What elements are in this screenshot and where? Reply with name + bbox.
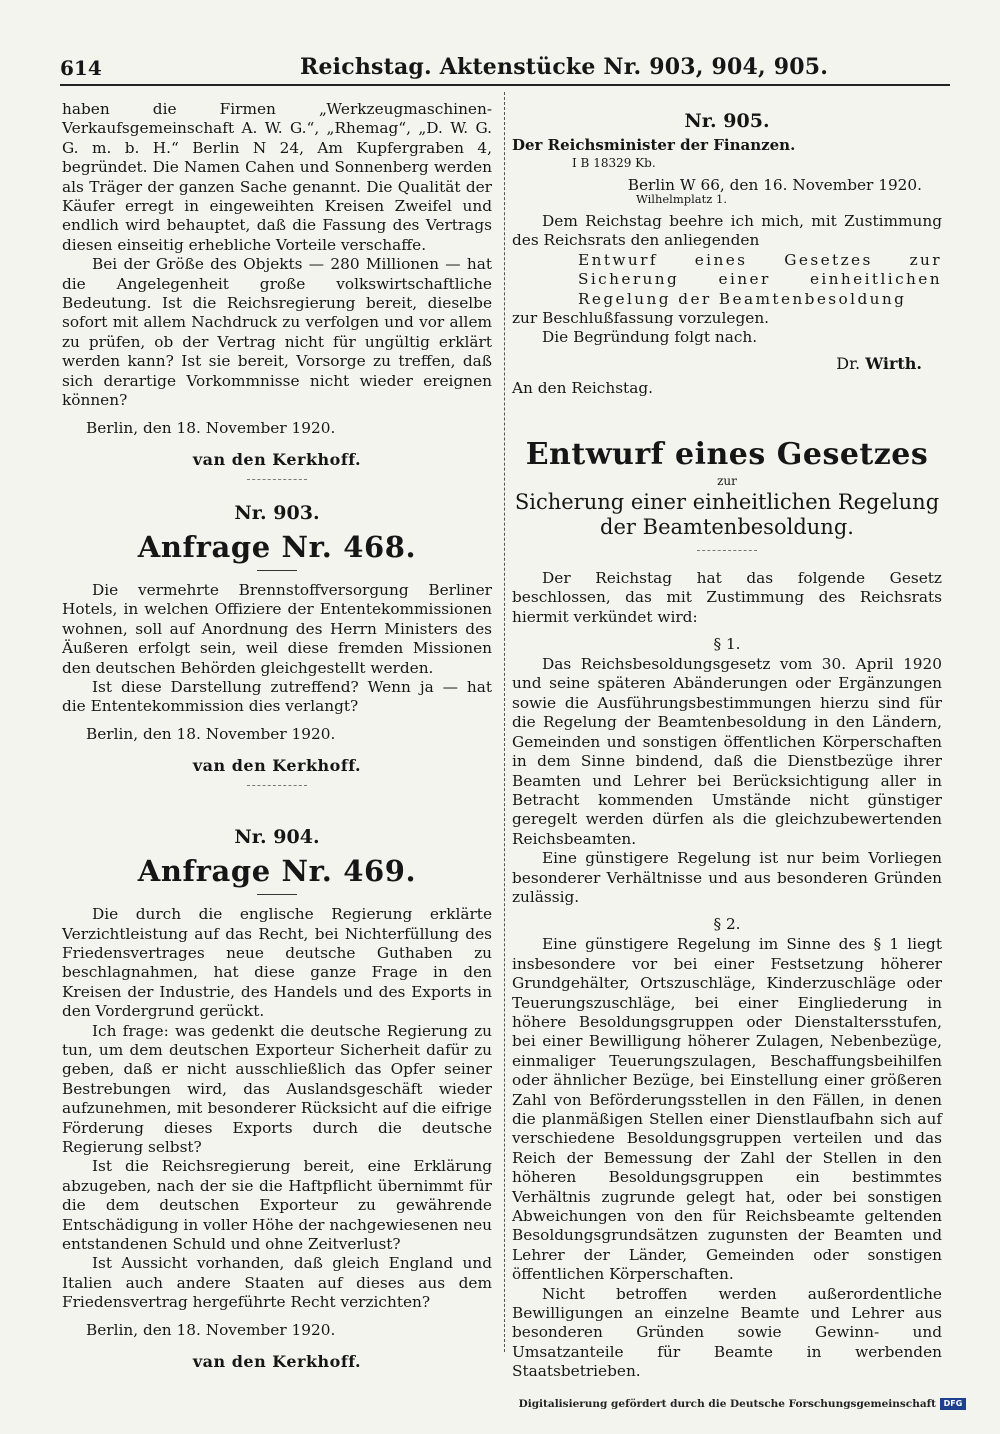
doc-904-paragraph: Ich frage: was gedenkt die deutsche Regierung zu tun, um dem deutschen Exporteur Sicherheit dafür zu geben, daß er nicht ausschließlich das Opfer seiner Bestrebungen wird, das Auslandsgeschäft wieder aufzunehmen, mit besonderer Rücksicht auf die eifrige Förderung dieses Exports durch die deutsche Regierung selbst? xyxy=(62,1021,492,1157)
signer-name: Wirth. xyxy=(865,353,922,373)
doc-903-paragraph: Die vermehrte Brennstoffversorgung Berliner Hotels, in welchen Offiziere der Ententekommissionen wohnen, soll auf Anordnung des Herrn Ministers des Äußeren erfolgt sein, weil diese fremden Missionen den deutschen Behörden gleichgestellt werden. xyxy=(62,580,492,677)
header-rule xyxy=(60,84,950,86)
doc-905-address: Wilhelmplatz 1. xyxy=(636,192,727,206)
section-divider xyxy=(697,550,757,551)
title-rule xyxy=(257,894,297,895)
doc-905-recipient: An den Reichstag. xyxy=(512,378,653,397)
section-2-paragraph: Eine günstigere Regelung im Sinne des § 1 liegt insbesondere vor bei einer Festsetzung höherer Grundgehälter, Ortszuschläge, Kinderzuschläge oder Teuerungszuschläge, bei einer Eingliederung in höhere Besoldungsgruppen oder Dienstaltersstufen, bei einer Bewilligung höherer Zulagen, Nebenbezüge, einmaliger Teuerungszulagen, Beschaffungsbeihilfen oder ähnlicher Bezüge, bei Einstellung einer größeren Zahl von Beförderungsstellen in den Fällen, in denen die planmäßigen Stellen einer Dienstlaufbahn sich auf verschiedene Besoldungsgruppen verteilen und das Reich der Bemessung der Zahl der Stellen in den höheren Besoldungsgruppen ein bestimmtes Verhältnis zugrunde gelegt hat, oder bei sonstigen Abweichungen von den für Reichsbeamte geltenden Besoldungsgrundsätzen zugunsten der Beamten und Lehrer der Länder, Gemeinden oder sonstigen öffentlichen Körperschaften. xyxy=(512,935,942,1284)
draft-heading: Entwurf eines Gesetzes xyxy=(525,436,929,472)
continued-signature: van den Kerkhoff. xyxy=(192,449,362,469)
dfg-logo: DFG xyxy=(940,1398,966,1410)
doc-905-closing: zur Beschlußfassung vorzulegen. xyxy=(512,309,770,328)
continued-paragraph: haben die Firmen „Werkzeugmaschinen-Verkaufsgemeinschaft A. W. G.“, „Rhemag“, „D. W. G. G. m. b. H.“ Berlin N 24, Am Kupfergraben 4, begründet. Die Namen Cahen und Sonnenberg werden als Träger der ganzen Sache genannt. Die Qualität der Käufer erregt in eingeweihten Kreisen Zweifel und endlich wird behauptet, daß die Fassung des Vertrags diesen einseitig erhebliche Vorteile verschaffe. xyxy=(62,100,492,254)
page-header xyxy=(60,52,950,86)
doc-905-signer xyxy=(512,354,942,373)
section-divider xyxy=(247,785,307,786)
running-head: Reichstag. Aktenstücke Nr. 903, 904, 905. xyxy=(300,54,829,80)
doc-903-signature: van den Kerkhoff. xyxy=(192,756,362,776)
section-1-label: § 1. xyxy=(713,635,741,654)
section-2-label: § 2. xyxy=(713,915,741,934)
doc-903-number: Nr. 903. xyxy=(234,501,320,524)
signer-title: Dr. xyxy=(836,353,861,373)
doc-905-place-date: Berlin W 66, den 16. November 1920. xyxy=(627,176,922,194)
doc-904-paragraph: Ist Aussicht vorhanden, daß gleich England und Italien auch andere Staaten auf dieses aus dem Friedensvertrag hergeführte Recht verzichten? xyxy=(62,1254,492,1312)
section-divider xyxy=(247,479,307,480)
doc-904-signature: van den Kerkhoff. xyxy=(192,1352,362,1372)
doc-903-title: Anfrage Nr. 468. xyxy=(137,529,417,564)
doc-905-draft-title: Entwurf eines Gesetzes zur Sicherung einer einheitlichen Regelung der Beamtenbesoldung xyxy=(578,250,942,308)
doc-904-number: Nr. 904. xyxy=(234,826,320,849)
doc-905-intro: Dem Reichstag beehre ich mich, mit Zustimmung des Reichsrats den anliegenden xyxy=(512,212,942,250)
digitization-footer xyxy=(519,1398,966,1410)
page-number: 614 xyxy=(60,56,102,80)
section-1-paragraph: Eine günstigere Regelung ist nur beim Vorliegen besonderer Verhältnisse und aus besonderen Gründen zulässig. xyxy=(512,849,942,906)
doc-904-paragraph: Die durch die englische Regierung erklärte Verzichtleistung auf das Recht, bei Nichterfüllung des Friedensvertrages neue deutsche Guthaben zu beschlagnahmen, hat diese ganze Frage in den Kreisen der Industrie, des Handels und des Exports in den Vordergrund gerückt. xyxy=(62,905,492,1021)
right-column xyxy=(512,100,942,1382)
doc-904-paragraph: Ist die Reichsregierung bereit, eine Erklärung abzugeben, nach der sie die Haftpflicht übernimmt für die dem deutschen Exporteur zu gewährende Entschädigung in voller Höhe der nachgewiesenen neu entstandenen Schuld und ohne Zeitverlust? xyxy=(62,1157,492,1254)
continued-paragraph: Bei der Größe des Objekts — 280 Millionen — hat die Angelegenheit große volkswirtschaftliche Bedeutung. Ist die Reichsregierung bereit, dieselbe sofort mit allem Nachdruck zu verfolgen und vor allem zu prüfen, ob der Vertrag nicht für ungültig erklärt werden kann? Ist sie bereit, Vorsorge zu treffen, daß sich derartige Vorkommnisse nicht wieder ereignen können? xyxy=(62,255,492,410)
footer-text: Digitalisierung gefördert durch die Deutsche Forschungsgemeinschaft xyxy=(518,1398,936,1410)
doc-904-date: Berlin, den 18. November 1920. xyxy=(86,1320,336,1339)
doc-903-date: Berlin, den 18. November 1920. xyxy=(86,724,336,743)
draft-enactment: Der Reichstag hat das folgende Gesetz beschlossen, das mit Zustimmung des Reichsrats hiermit verkündet wird: xyxy=(512,568,942,626)
section-2-paragraph: Nicht betroffen werden außerordentliche Bewilligungen an einzelne Beamte und Lehrer aus besonderen Gründen sowie Gewinn- und Umsatzanteile für Beamte in werbenden Staatsbetrieben. xyxy=(512,1284,942,1381)
title-rule xyxy=(257,570,297,571)
doc-905-sender: Der Reichsminister der Finanzen. xyxy=(512,136,796,154)
draft-subtitle: Sicherung einer einheitlichen Regelung der Beamtenbesoldung. xyxy=(514,489,940,539)
doc-905-reference: I B 18329 Kb. xyxy=(572,156,656,170)
continued-date: Berlin, den 18. November 1920. xyxy=(86,418,336,437)
left-column xyxy=(62,100,492,1371)
section-1-paragraph: Das Reichsbesoldungsgesetz vom 30. April 1920 und seine späteren Abänderungen oder Ergänzungen sowie die Ausführungsbestimmungen hierzu sind für die Regelung der Beamtenbesoldung in den Ländern, Gemeinden und sonstigen öffentlichen Körperschaften in dem Sinne bindend, daß die Dienstbezüge ihrer Beamten und Lehrer bei Berücksichtigung aller in Betracht kommenden Umstände nicht günstiger geregelt werden dürfen als die gleichzubewertenden Reichsbeamten. xyxy=(512,655,942,848)
draft-zur: zur xyxy=(717,473,737,488)
column-separator xyxy=(504,92,505,1352)
document-page xyxy=(60,52,950,1381)
doc-904-title: Anfrage Nr. 469. xyxy=(137,854,417,889)
doc-905-reason: Die Begründung folgt nach. xyxy=(542,328,758,347)
doc-905-number: Nr. 905. xyxy=(684,110,770,132)
doc-903-paragraph: Ist diese Darstellung zutreffend? Wenn ja — hat die Ententekommission dies verlangt? xyxy=(62,677,492,716)
